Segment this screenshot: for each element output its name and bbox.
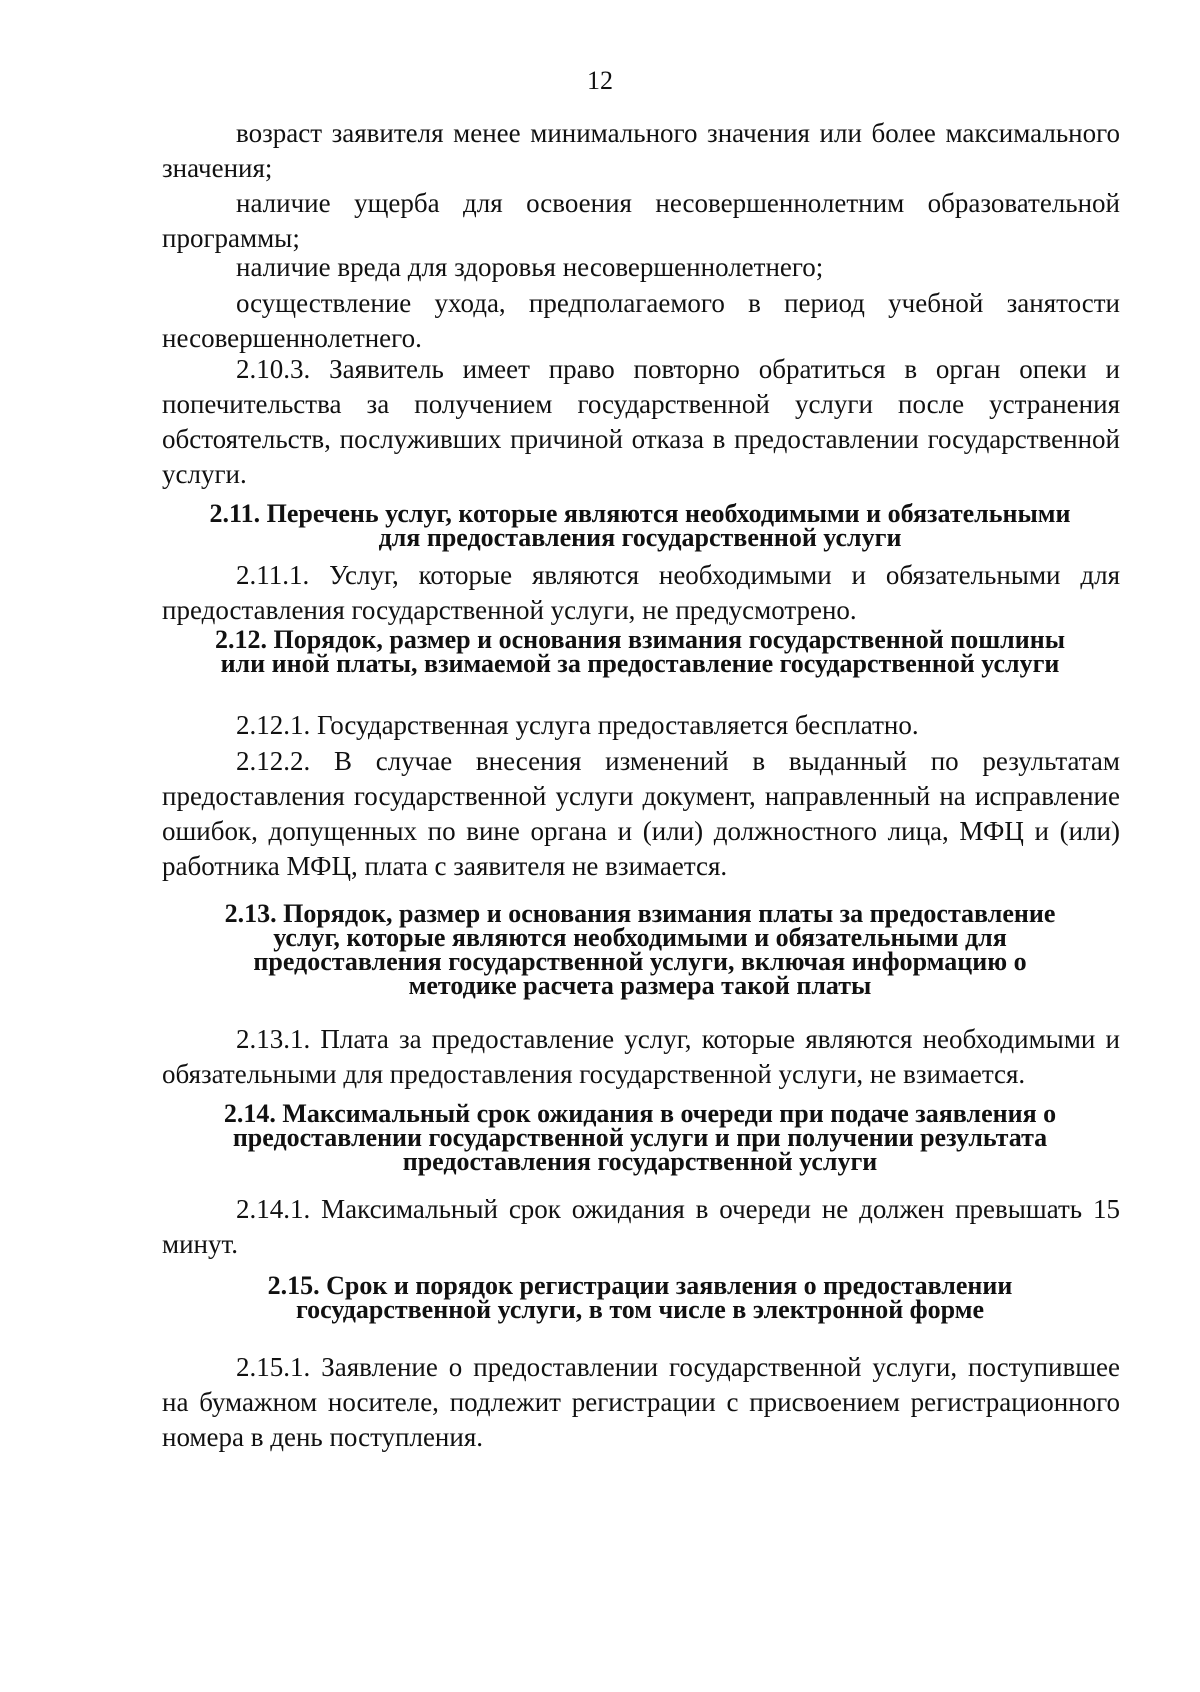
paragraph-2-10-3: 2.10.3. Заявитель имеет право повторно обратиться в орган опеки и попечительства за получением государственной услуги после устранения обстоятельств, послуживших причиной отказа в предоставлении государственной услуги. xyxy=(162,354,1120,489)
paragraph-2-11-1: 2.11.1. Услуг, которые являются необходимыми и обязательными для предоставления государственной услуги, не предусмотрено. xyxy=(162,560,1120,625)
heading-2-15: 2.15. Срок и порядок регистрации заявления о предоставлении государственной услуги, в том числе в электронной форме xyxy=(267,1271,1013,1324)
paragraph-2-13-1: 2.13.1. Плата за предоставление услуг, которые являются необходимыми и обязательными для предоставления государственной услуги, не взимается. xyxy=(162,1024,1120,1089)
paragraph-2-12-1: 2.12.1. Государственная услуга предоставляется бесплатно. xyxy=(236,710,919,740)
paragraph-2-14-1: 2.14.1. Максимальный срок ожидания в очереди не должен превышать 15 минут. xyxy=(162,1194,1120,1259)
paragraph-2-15-1: 2.15.1. Заявление о предоставлении государственной услуги, поступившее на бумажном носителе, подлежит регистрации с присвоением регистрационного номера в день поступления. xyxy=(162,1352,1120,1452)
paragraph-care: осуществление ухода, предполагаемого в период учебной занятости несовершеннолетнего. xyxy=(162,288,1120,353)
paragraph-health-harm: наличие вреда для здоровья несовершеннолетнего; xyxy=(236,252,824,282)
paragraph-2-12-2: 2.12.2. В случае внесения изменений в выданный по результатам предоставления государственной услуги документ, направленный на исправление ошибок, допущенных по вине органа и (или) должностного лица, МФЦ и (или) работника МФЦ, плата с заявителя не взимается. xyxy=(162,746,1120,881)
heading-2-14: 2.14. Максимальный срок ожидания в очереди при подаче заявления о предоставлении государственной услуги и при получении результата предоставления государственной услуги xyxy=(223,1099,1057,1176)
heading-2-11: 2.11. Перечень услуг, которые являются необходимыми и обязательными для предоставления государственной услуги xyxy=(209,499,1071,552)
heading-2-12: 2.12. Порядок, размер и основания взимания государственной пошлины или иной платы, взимаемой за предоставление государственной услуги xyxy=(214,625,1066,678)
paragraph-education-damage: наличие ущерба для освоения несовершеннолетним образовательной программы; xyxy=(162,188,1120,253)
page-number: 12 xyxy=(587,66,613,95)
paragraph-age-limit: возраст заявителя менее минимального значения или более максимального значения; xyxy=(162,118,1120,183)
heading-2-13: 2.13. Порядок, размер и основания взимания платы за предоставление услуг, которые являются необходимыми и обязательными для предоставления государственной услуги, включая информацию о методике расчета размера такой платы xyxy=(224,899,1056,1000)
